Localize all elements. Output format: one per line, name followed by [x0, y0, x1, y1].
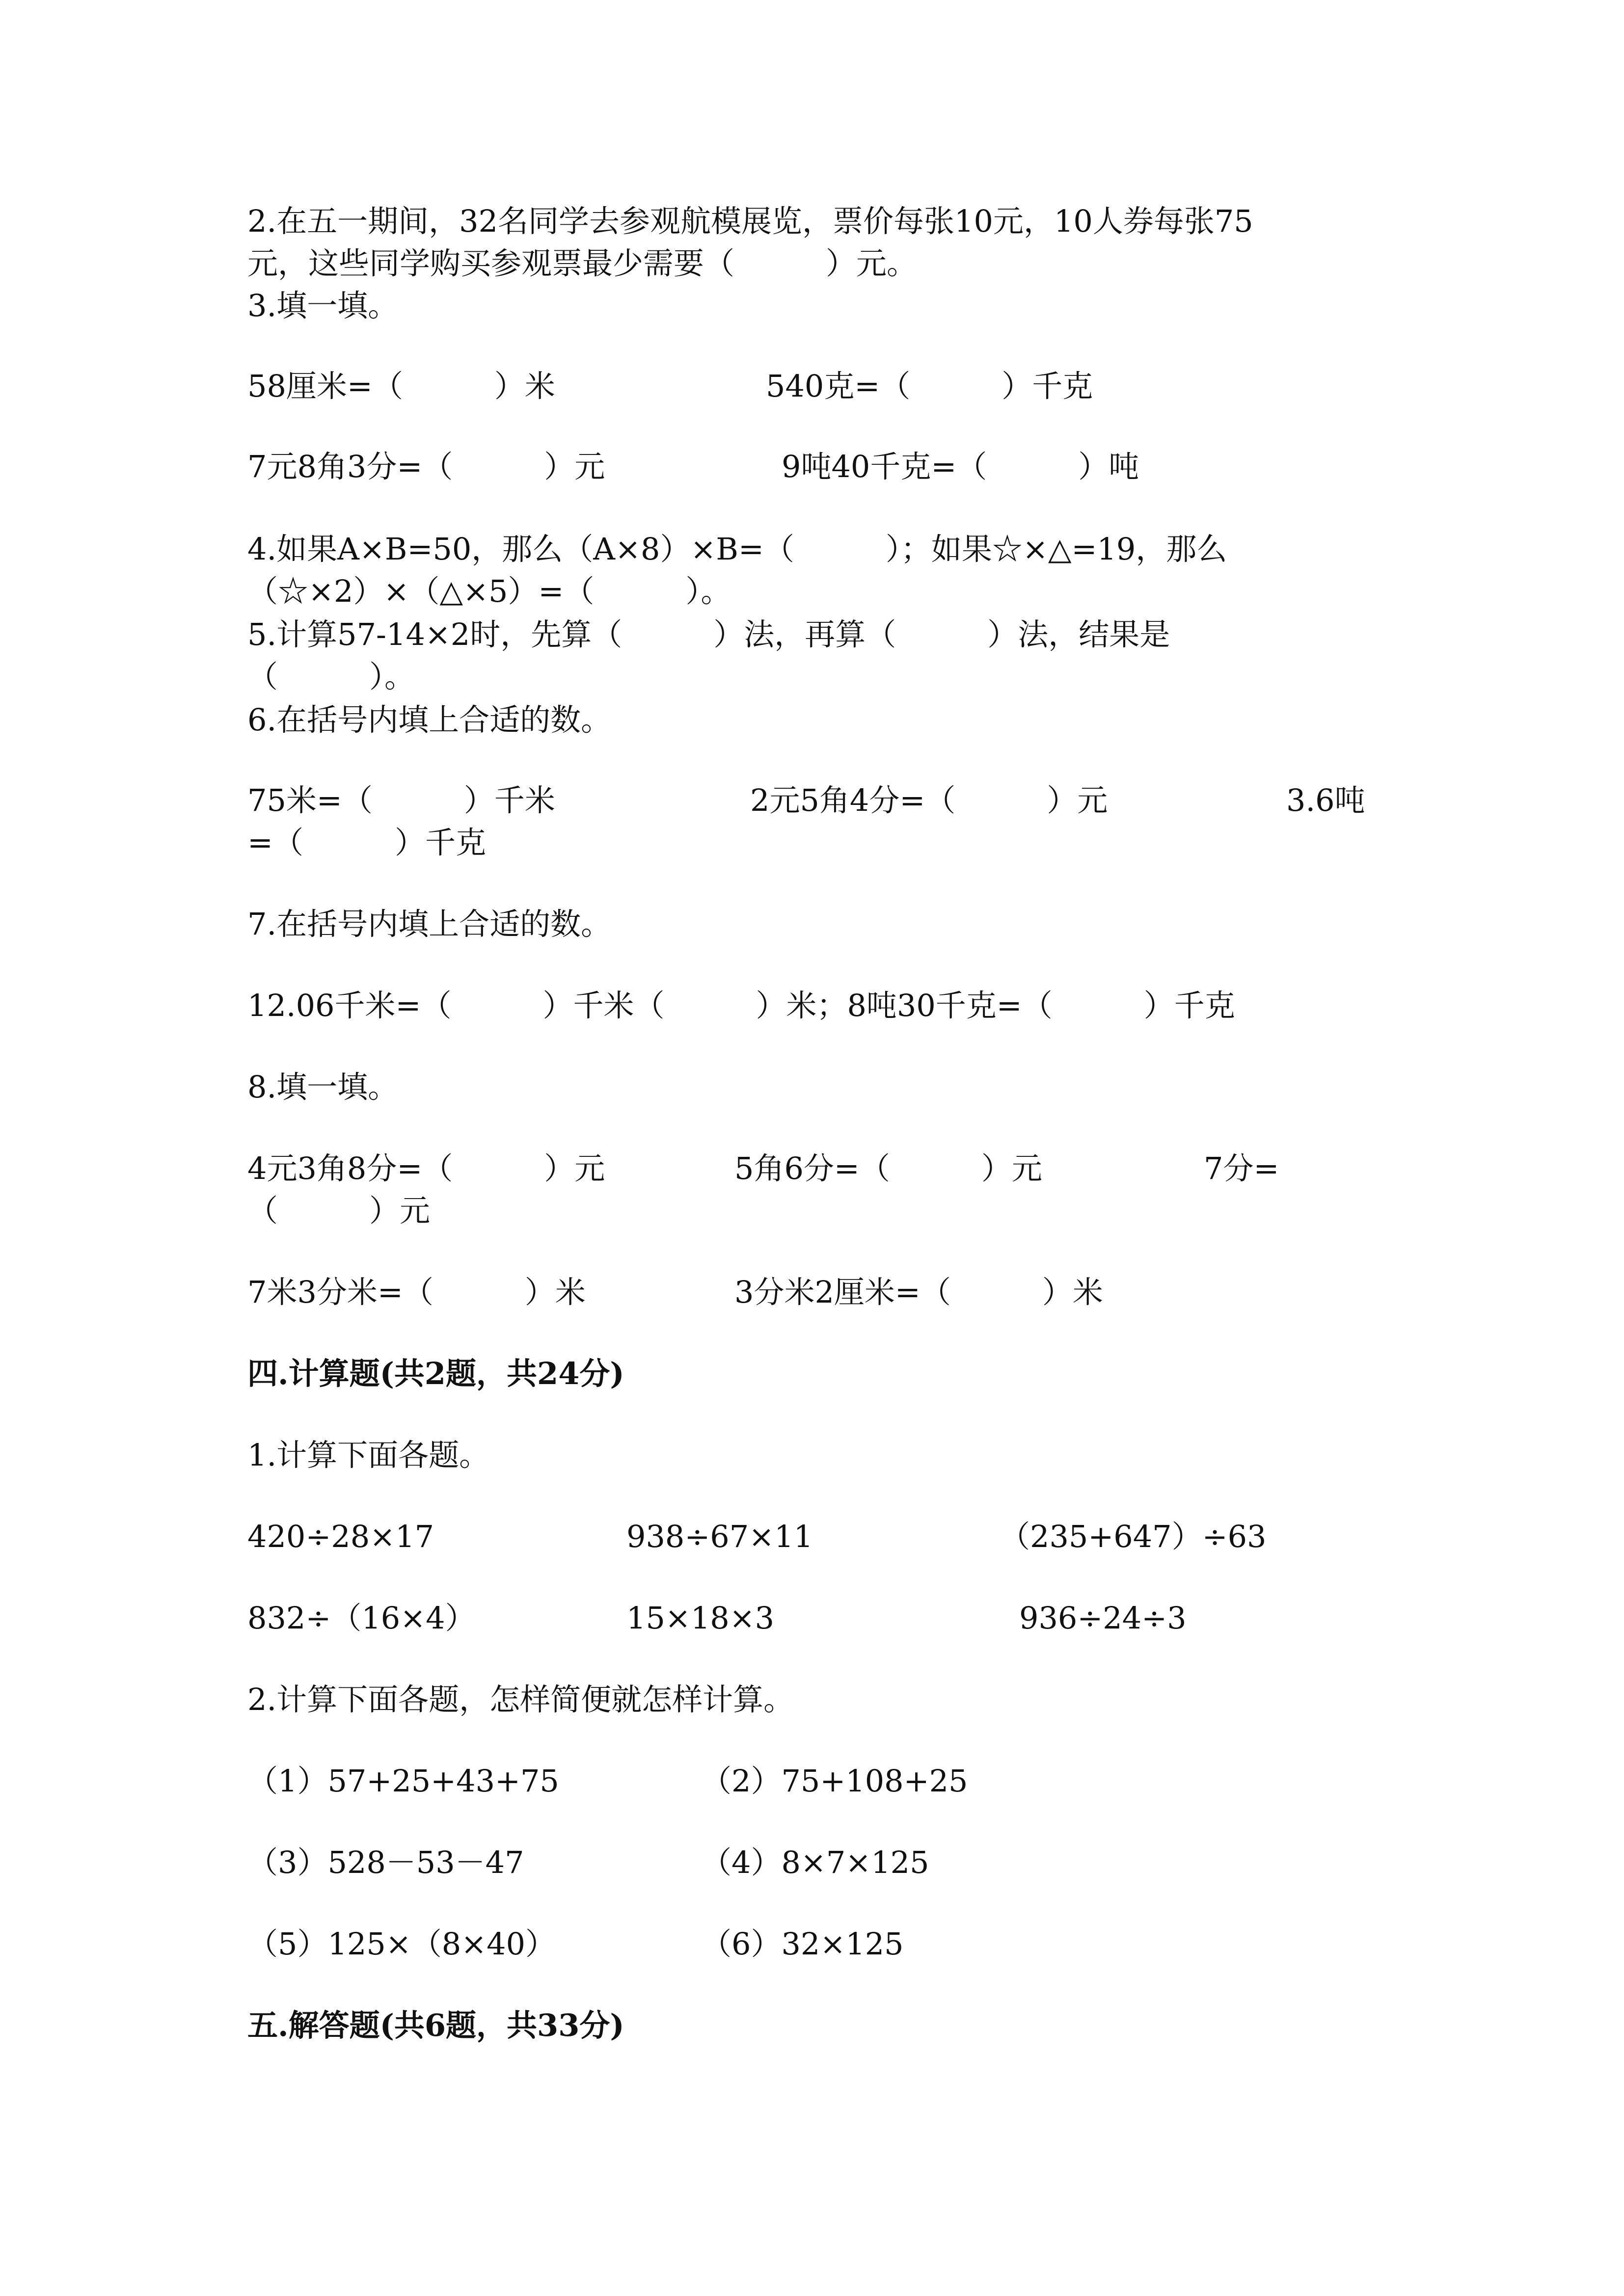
q3-item-cm: 58厘米=（ ）米: [247, 368, 555, 404]
calc2-problem-5: （5）125×（8×40）: [247, 1926, 556, 1962]
q2-line-2: 元，这些同学购买参观票最少需要（ ）元。: [247, 245, 918, 281]
q6-item-ton: 3.6吨: [1286, 782, 1365, 818]
calc1-title: 1.计算下面各题。: [247, 1437, 490, 1473]
section-5-heading: 五.解答题(共6题，共33分): [247, 2007, 624, 2043]
q8-title: 8.填一填。: [247, 1069, 399, 1105]
calc1-expr-6: 936÷24÷3: [1019, 1600, 1187, 1636]
calc1-expr-2: 938÷67×11: [626, 1519, 813, 1554]
q3-title: 3.填一填。: [247, 288, 399, 323]
q2-line-1: 2.在五一期间，32名同学去参观航模展览，票价每张10元，10人券每张75: [247, 203, 1253, 239]
q4-line-1: 4.如果A×B=50，那么（A×8）×B=（ ）；如果☆×△=19，那么: [247, 531, 1227, 567]
q6-item-yuan: 2元5角4分=（ ）元: [750, 782, 1108, 818]
calc2-problem-3: （3）528－53－47: [247, 1844, 524, 1880]
q8-item-fen: 7分=: [1204, 1150, 1279, 1186]
calc2-problem-6: （6）32×125: [701, 1926, 904, 1962]
calc1-expr-4: 832÷（16×4）: [247, 1600, 476, 1636]
q8-item-meter-1: 7米3分米=（ ）米: [247, 1274, 586, 1310]
q4-line-2: （☆×2）×（△×5）=（ ）。: [247, 573, 731, 609]
q8-item-yuan-2: 5角6分=（ ）元: [734, 1150, 1042, 1186]
q6-title: 6.在括号内填上合适的数。: [247, 702, 612, 738]
calc1-expr-1: 420÷28×17: [247, 1519, 434, 1554]
calc1-expr-3: （235+647）÷63: [1000, 1519, 1267, 1554]
q3-item-yuan: 7元8角3分=（ ）元: [247, 449, 605, 484]
q6-item-meter: 75米=（ ）千米: [247, 782, 555, 818]
q6-item-ton-cont: =（ ）千克: [247, 825, 486, 860]
q5-line-2: （ ）。: [247, 659, 415, 694]
calc2-problem-2: （2）75+108+25: [701, 1763, 968, 1799]
section-4-heading: 四.计算题(共2题，共24分): [247, 1356, 624, 1391]
calc2-problem-1: （1）57+25+43+75: [247, 1763, 559, 1799]
q3-item-gram: 540克=（ ）千克: [766, 368, 1093, 404]
calc2-title: 2.计算下面各题，怎样简便就怎样计算。: [247, 1682, 794, 1717]
q7-title: 7.在括号内填上合适的数。: [247, 906, 612, 942]
q8-item-meter-2: 3分米2厘米=（ ）米: [734, 1274, 1103, 1310]
calc1-expr-5: 15×18×3: [626, 1600, 775, 1636]
q5-line-1: 5.计算57-14×2时，先算（ ）法，再算（ ）法，结果是: [247, 616, 1170, 652]
calc2-problem-4: （4）8×7×125: [701, 1844, 929, 1880]
q8-item-yuan-1: 4元3角8分=（ ）元: [247, 1150, 605, 1186]
q7-line: 12.06千米=（ ）千米（ ）米；8吨30千克=（ ）千克: [247, 988, 1235, 1023]
q8-item-fen-cont: （ ）元: [247, 1193, 431, 1228]
q3-item-ton: 9吨40千克=（ ）吨: [782, 449, 1139, 484]
